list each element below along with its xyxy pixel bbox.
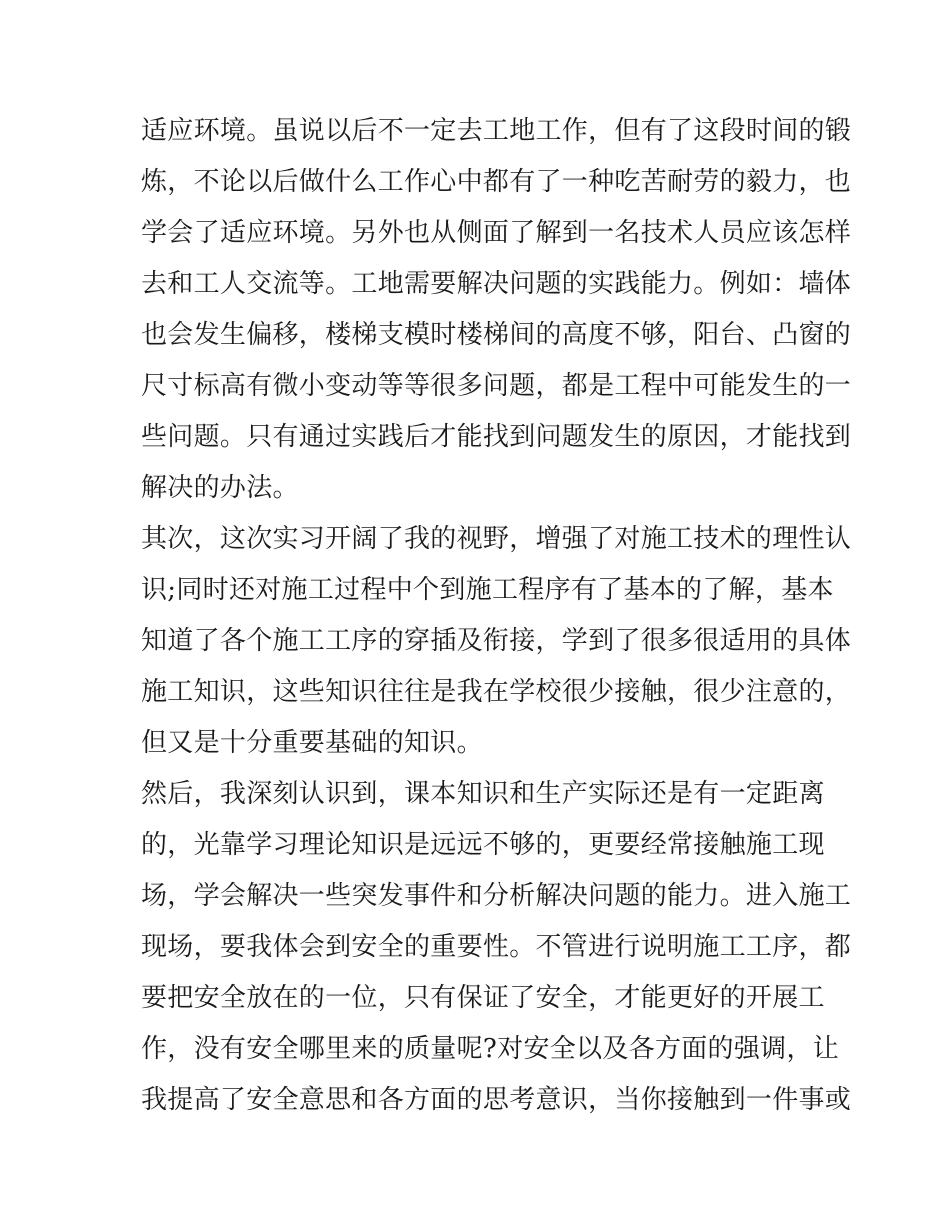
text-line: 尺寸标高有微小变动等等很多问题，都是工程中可能发生的一: [141, 371, 852, 401]
body-text: [141, 106, 852, 1126]
text-line: 也会发生偏移，楼梯支模时楼梯间的高度不够，阳台、凸窗的: [141, 320, 852, 350]
text-line: 现场，要我体会到安全的重要性。不管进行说明施工工序，都: [141, 932, 852, 962]
text-line: 炼，不论以后做什么工作心中都有了一种吃苦耐劳的毅力，也: [141, 167, 852, 197]
text-line: 学会了适应环境。另外也从侧面了解到一名技术人员应该怎样: [141, 218, 852, 248]
text-line: 施工知识，这些知识往往是我在学校很少接触，很少注意的，: [141, 677, 852, 707]
text-line: 我提高了安全意思和各方面的思考意识，当你接触到一件事或: [141, 1085, 852, 1115]
text-line: 适应环境。虽说以后不一定去工地工作，但有了这段时间的锻: [141, 116, 852, 146]
text-line: 要把安全放在的一位，只有保证了安全，才能更好的开展工: [141, 983, 825, 1013]
text-line: 识;同时还对施工过程中个到施工程序有了基本的了解，基本: [141, 575, 834, 605]
text-line: 场，学会解决一些突发事件和分析解决问题的能力。进入施工: [141, 881, 852, 911]
text-line: 的，光靠学习理论知识是远远不够的，更要经常接触施工现: [141, 830, 825, 860]
text-line: 然后，我深刻认识到，课本知识和生产实际还是有一定距离: [141, 779, 825, 809]
text-line: 解决的办法。: [141, 473, 299, 503]
text-line: 些问题。只有通过实践后才能找到问题发生的原因，才能找到: [141, 422, 852, 452]
text-line: 去和工人交流等。工地需要解决问题的实践能力。例如：墙体: [141, 269, 852, 299]
text-line: 作，没有安全哪里来的质量呢?对安全以及各方面的强调，让: [141, 1034, 840, 1064]
text-line: 但又是十分重要基础的知识。: [141, 728, 483, 758]
text-line: 知道了各个施工工序的穿插及衔接，学到了很多很适用的具体: [141, 626, 852, 656]
text-line: 其次，这次实习开阔了我的视野，增强了对施工技术的理性认: [141, 524, 852, 554]
